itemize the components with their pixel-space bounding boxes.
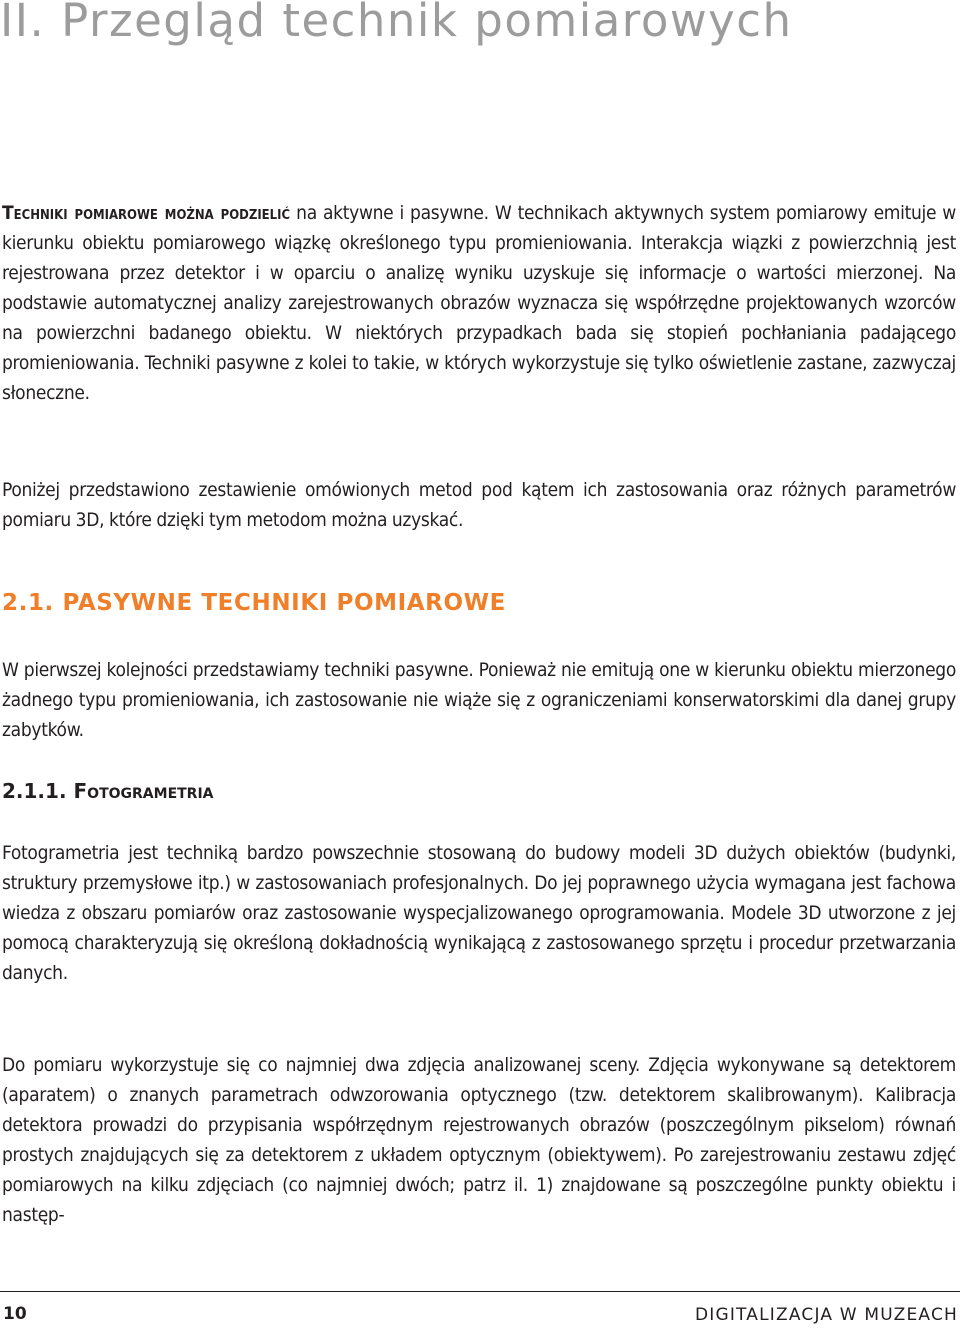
intro-lead-in: Techniki pomiarowe można podzielić: [2, 202, 291, 224]
section-paragraph: W pierwszej kolejności przedstawiamy techniki pasywne. Ponieważ nie emitują one w kierunku obiektu mierzonego żadnego typu promieniowania, ich zastosowanie nie wiąże się z ograniczeniami konserwatorskimi dla danej grupy zabytków.: [2, 659, 956, 741]
fotogrametria-paragraph-1: Fotogrametria jest techniką bardzo powszechnie stosowaną do budowy modeli 3D dużych obiektów (budynki, struktury przemysłowe itp.) w zastosowaniach profesjonalnych. Do jej poprawnego użycia wymagana jest fachowa wiedza z obszaru pomiarów oraz zastosowanie wyspecjalizowanego oprogramowania. Modele 3D utworzone z jej pomocą charakteryzują się określoną dokładnością wynikającą z zastosowanego sprzętu i procedur przetwarzania danych.: [2, 842, 956, 984]
page-number: 10: [3, 1304, 27, 1324]
intro-text: na aktywne i pasywne. W technikach aktywnych system pomiarowy emituje w kierunku obiektu pomiarowego wiązkę określonego typu promieniowania. Interakcja wiązki z powierzchnią jest rejestrowana przez detektor i w oparciu o analizę wyniku uzyskuje się informacje o wartości mierzonej. Na podstawie automatycznej analizy zarejestrowanych obrazów wyznacza się współrzędne projektowanych wzorców na powierzchni badanego obiektu. W niektórych przypadkach bada się stopień pochłaniania padającego promieniowania. Techniki pasywne z kolei to takie, w których wykorzystuje się tylko oświetlenie zastane, zazwyczaj słoneczne.: [2, 202, 956, 404]
chapter-title: II. Przegląd technik pomiarowych: [0, 0, 793, 47]
running-title: DIGITALIZACJA W MUZEACH: [694, 1305, 958, 1325]
subsection-heading: [2, 779, 214, 803]
intro-paragraph: [2, 198, 956, 408]
footer-divider: [0, 1291, 960, 1292]
subsection-title: Fotogrametria: [73, 779, 214, 803]
subsection-number: 2.1.1.: [2, 779, 67, 803]
summary-paragraph: Poniżej przedstawiono zestawienie omówionych metod pod kątem ich zastosowania oraz różnych parametrów pomiaru 3D, które dzięki tym metodom można uzyskać.: [2, 479, 956, 531]
fotogrametria-paragraph-2: Do pomiaru wykorzystuje się co najmniej dwa zdjęcia analizowanej sceny. Zdjęcia wykonywane są detektorem (aparatem) o znanych parametrach odwzorowania optycznego (tzw. detektorem skalibrowanym). Kalibracja detektora prowadzi do przypisania współrzędnym rejestrowanych obrazów (poszczególnym pikselom) równań prostych znajdujących się za detektorem z układem optycznym (obiektywem). Po zarejestrowaniu zestawu zdjęć pomiarowych na kilku zdjęciach (co najmniej dwóch; patrz il. 1) znajdowane są poszczególne punkty obiektu i następ-: [2, 1054, 956, 1226]
section-heading: 2.1. PASYWNE TECHNIKI POMIAROWE: [2, 590, 506, 616]
